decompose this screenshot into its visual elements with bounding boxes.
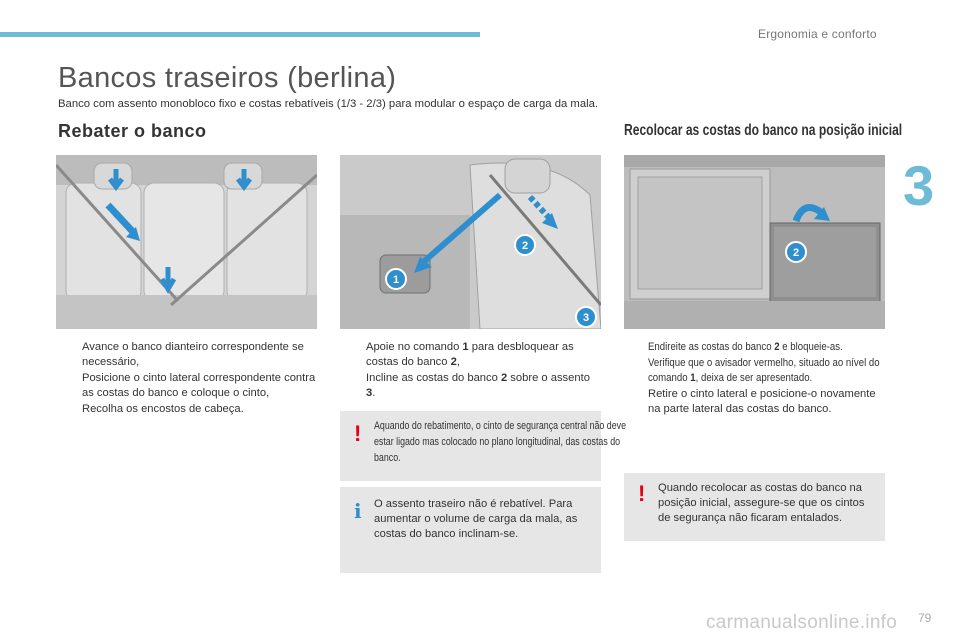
warning-box-restore (624, 473, 885, 541)
warning-icon: ! (638, 481, 646, 506)
photo-rear-seat-headrests (56, 155, 317, 329)
warning-text-restore: Quando recolocar as costas do banco na posição inicial, assegure-se que os cintos de segurança não ficaram entalados. (658, 482, 865, 524)
steps-restore (624, 340, 886, 418)
list-item: Endireite as costas do banco 2 e bloqueie-as. (648, 341, 843, 353)
callout-three: 3 (582, 312, 590, 324)
photo-boot-seat-back (624, 155, 885, 329)
info-box-fold (340, 487, 601, 573)
list-item: Posicione o cinto lateral correspondente contra as costas do banco e coloque o cinto, (82, 372, 316, 399)
steps-fold-col2 (342, 340, 602, 402)
list-item: Recolha os encostos de cabeça. (82, 403, 244, 415)
callout-two: 2 (521, 240, 529, 252)
list-item: Retire o cinto lateral e posicione-o novamente na parte lateral das costas do banco. (648, 388, 876, 415)
header-accent-bar (0, 32, 480, 37)
page-title: Bancos traseiros (berlina) (58, 62, 397, 94)
info-text-fold: O assento traseiro não é rebatível. Para aumentar o volume de carga da mala, as costas do banco inclinam-se. (374, 498, 578, 540)
heading-restore-seat: Recolocar as costas do banco na posição inicial (624, 122, 903, 139)
heading-fold-seat: Rebater o banco (58, 121, 207, 141)
page-subtitle: Banco com assento monobloco fixo e costas rebatíveis (1/3 - 2/3) para modular o espaço de carga da mala. (58, 98, 599, 110)
list-item: Apoie no comando 1 para desbloquear as costas do banco 2, (366, 341, 574, 368)
photo-seat-release-control (340, 155, 601, 329)
watermark-text: carmanualsonline.info (706, 612, 898, 633)
list-item: Incline as costas do banco 2 sobre o assento 3. (366, 372, 590, 399)
callout-one: 1 (392, 274, 400, 286)
page-number: 79 (918, 611, 932, 625)
steps-fold-col1 (58, 340, 320, 418)
chapter-number: 3 (903, 154, 935, 217)
list-item: Verifique que o avisador vermelho, situado ao nível do comando 1, deixa de ser apresentado. (648, 357, 880, 384)
warning-text-fold: Aquando do rebatimento, o cinto de segurança central não deve estar ligado mas colocado no plano longitudinal, das costas do banco. (374, 420, 627, 464)
section-header: Ergonomia e conforto (758, 27, 877, 41)
warning-icon: ! (354, 421, 362, 446)
warning-box-fold (340, 411, 627, 481)
info-icon: i (354, 499, 362, 523)
list-item: Avance o banco dianteiro correspondente se necessário, (82, 341, 304, 368)
callout-two-right: 2 (792, 247, 800, 259)
